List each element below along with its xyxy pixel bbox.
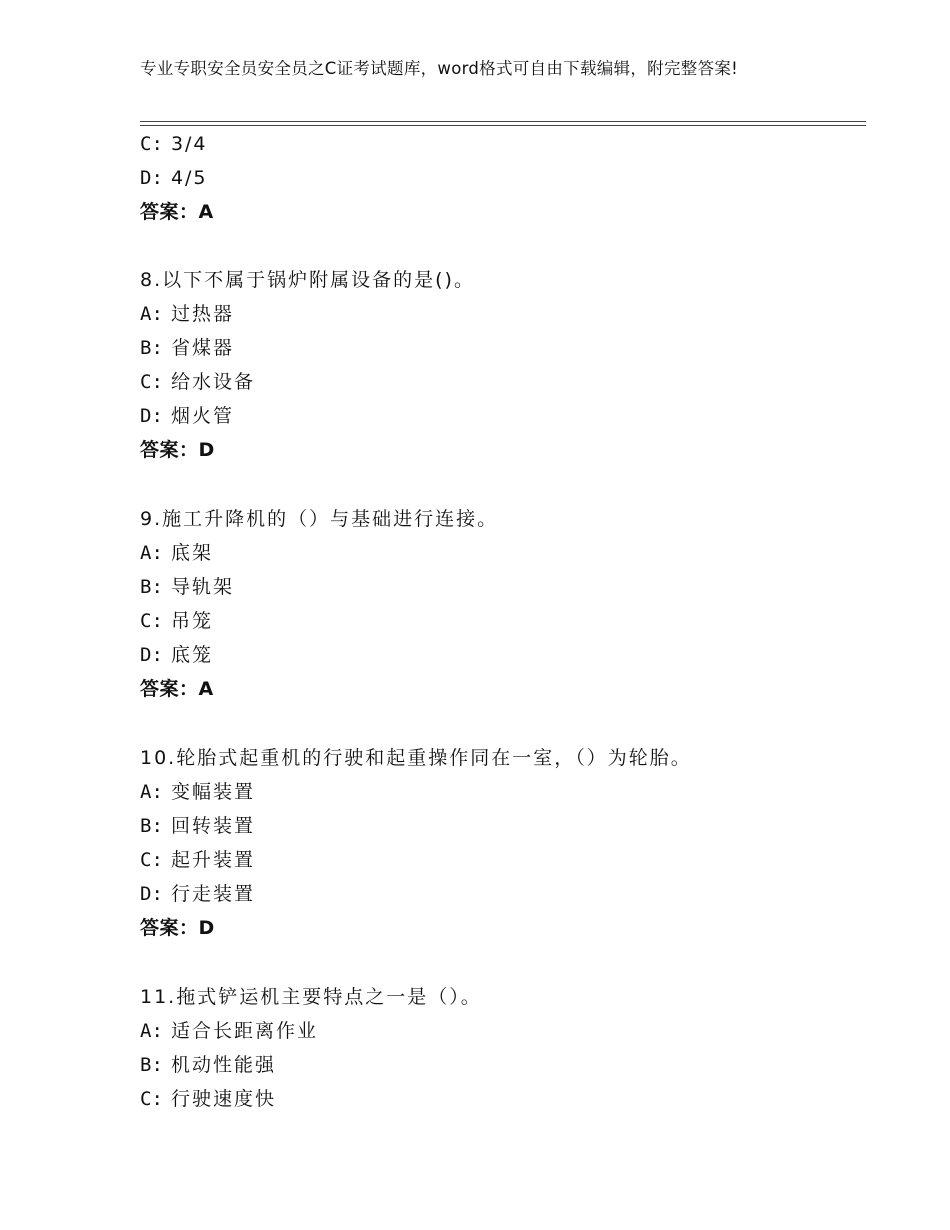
answer-line: 答案：A bbox=[140, 678, 214, 700]
option-c bbox=[140, 606, 213, 636]
header-divider-top bbox=[140, 121, 866, 122]
option-text: 起升装置 bbox=[170, 849, 255, 871]
option-text: 底笼 bbox=[170, 644, 213, 666]
question-stem: 8.以下不属于锅炉附属设备的是()。 bbox=[140, 269, 475, 291]
option-d bbox=[140, 163, 208, 193]
option-label: B: bbox=[140, 815, 163, 837]
option-label: D: bbox=[140, 883, 163, 905]
option-c bbox=[140, 129, 208, 159]
option-label: C: bbox=[140, 849, 163, 871]
option-text: 3/4 bbox=[170, 133, 208, 155]
option-text: 适合长距离作业 bbox=[170, 1020, 318, 1042]
option-d bbox=[140, 879, 255, 909]
option-label: A: bbox=[140, 303, 163, 325]
option-b bbox=[140, 811, 255, 841]
option-b bbox=[140, 572, 234, 602]
option-text: 烟火管 bbox=[170, 405, 234, 427]
document-header: 专业专职安全员安全员之C证考试题库，word格式可自由下载编辑，附完整答案! bbox=[140, 59, 739, 78]
option-label: D: bbox=[140, 644, 163, 666]
option-text: 回转装置 bbox=[170, 815, 255, 837]
option-text: 4/5 bbox=[170, 167, 208, 189]
option-a bbox=[140, 777, 255, 807]
option-text: 省煤器 bbox=[170, 337, 234, 359]
option-label: C: bbox=[140, 1088, 163, 1110]
option-a bbox=[140, 299, 234, 329]
answer-line: 答案：D bbox=[140, 439, 215, 461]
option-label: C: bbox=[140, 371, 163, 393]
option-text: 机动性能强 bbox=[170, 1054, 276, 1076]
option-label: B: bbox=[140, 337, 163, 359]
option-a bbox=[140, 1016, 318, 1046]
question-stem: 9.施工升降机的（）与基础进行连接。 bbox=[140, 508, 499, 530]
option-text: 行走装置 bbox=[170, 883, 255, 905]
answer-line: 答案：A bbox=[140, 201, 214, 223]
option-label: A: bbox=[140, 542, 163, 564]
option-label: D: bbox=[140, 167, 163, 189]
option-label: C: bbox=[140, 610, 163, 632]
option-label: A: bbox=[140, 1020, 163, 1042]
question-stem: 10.轮胎式起重机的行驶和起重操作同在一室，（）为轮胎。 bbox=[140, 747, 692, 769]
option-b bbox=[140, 1050, 276, 1080]
option-label: C: bbox=[140, 133, 163, 155]
option-c bbox=[140, 1084, 276, 1114]
option-label: B: bbox=[140, 576, 163, 598]
option-label: B: bbox=[140, 1054, 163, 1076]
option-d bbox=[140, 401, 234, 431]
option-c bbox=[140, 367, 255, 397]
option-text: 导轨架 bbox=[170, 576, 234, 598]
question-stem: 11.拖式铲运机主要特点之一是（）。 bbox=[140, 986, 482, 1008]
option-text: 给水设备 bbox=[170, 371, 255, 393]
header-divider-bottom bbox=[140, 125, 866, 126]
option-text: 行驶速度快 bbox=[170, 1088, 276, 1110]
option-b bbox=[140, 333, 234, 363]
answer-line: 答案：D bbox=[140, 917, 215, 939]
option-d bbox=[140, 640, 213, 670]
option-a bbox=[140, 538, 213, 568]
option-text: 变幅装置 bbox=[170, 781, 255, 803]
option-c bbox=[140, 845, 255, 875]
option-label: D: bbox=[140, 405, 163, 427]
option-label: A: bbox=[140, 781, 163, 803]
option-text: 吊笼 bbox=[170, 610, 213, 632]
option-text: 底架 bbox=[170, 542, 213, 564]
option-text: 过热器 bbox=[170, 303, 234, 325]
